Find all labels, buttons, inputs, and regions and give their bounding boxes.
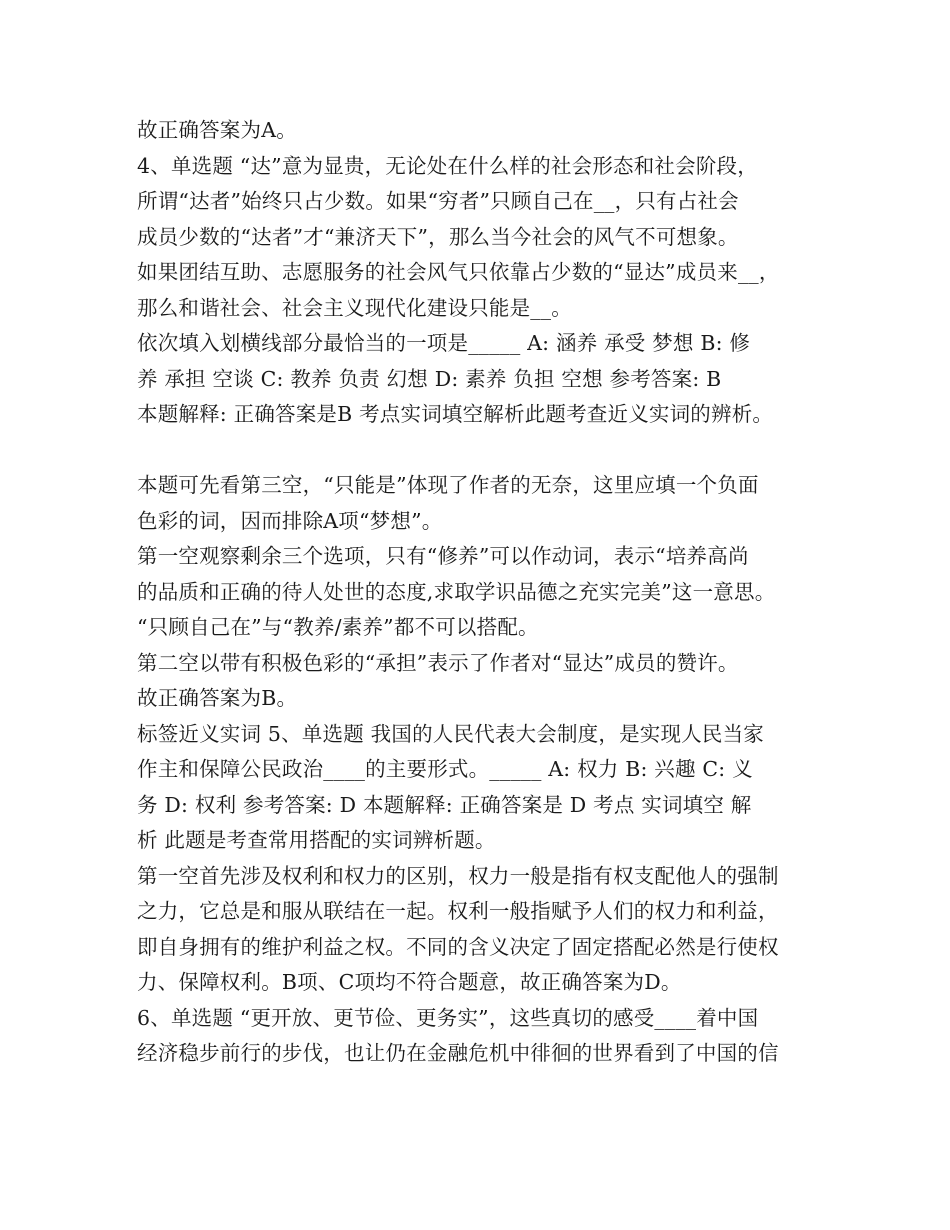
text-line: 第一空观察剩余三个选项，只有“修养”可以作动词，表示“培养高尚 (137, 544, 749, 568)
text-line: 本题解释: 正确答案是B 考点实词填空解析此题考查近义实词的辨析。 (137, 402, 774, 426)
text-line: 依次填入划横线部分最恰当的一项是_____ A: 涵养 承受 梦想 B: 修 (137, 331, 751, 355)
text-line: 成员少数的“达者”才“兼济天下”，那么当今社会的风气不可想象。 (137, 224, 739, 249)
text-line: 的品质和正确的待人处世的态度,求取学识品德之充实完美”这一意思。 (137, 579, 776, 604)
text-line: 第二空以带有积极色彩的“承担”表示了作者对“显达”成员的赞许。 (137, 650, 739, 675)
text-line: 如果团结互助、志愿服务的社会风气只依靠占少数的“显达”成员来__， (137, 260, 780, 284)
text-line: “只顾自己在”与“教养/素养”都不可以搭配。 (137, 615, 539, 639)
text-line: 之力，它总是和服从联结在一起。权利一般指赋予人们的权力和利益， (137, 899, 779, 923)
text-line: 色彩的词，因而排除A项“梦想”。 (137, 508, 443, 533)
blank-line (137, 433, 837, 469)
text-line: 养 承担 空谈 C: 教养 负责 幻想 D: 素养 负担 空想 参考答案: B (137, 366, 722, 391)
text-line: 标签近义实词 5、单选题 我国的人民代表大会制度，是实现人民当家 (137, 721, 764, 746)
text-line: 6、单选题 “更开放、更节俭、更务实”，这些真切的感受____着中国 (137, 1005, 759, 1030)
text-line: 故正确答案为A。 (137, 118, 297, 142)
text-line: 本题可先看第三空，“只能是”体现了作者的无奈，这里应填一个负面 (137, 473, 759, 497)
text-line: 4、单选题 “达”意为显贵，无论处在什么样的社会形态和社会阶段， (137, 153, 758, 178)
text-line: 作主和保障公民政治____的主要形式。_____ A: 权力 B: 兴趣 C: 义 (137, 757, 753, 781)
text-line: 即自身拥有的维护利益之权。不同的含义决定了固定搭配必然是行使权 (137, 934, 779, 959)
text-line: 所谓“达者”始终只占少数。如果“穷者”只顾自己在__，只有占社会 (137, 189, 739, 213)
text-line: 力、保障权利。B项、C项均不符合题意，故正确答案为D。 (137, 970, 682, 994)
text-line: 那么和谐社会、社会主义现代化建设只能是__。 (137, 295, 572, 320)
text-line: 经济稳步前行的步伐，也让仍在金融危机中徘徊的世界看到了中国的信 (137, 1041, 779, 1065)
document-body (137, 113, 837, 1072)
text-line: 第一空首先涉及权利和权力的区别，权力一般是指有权支配他人的强制 (137, 863, 779, 888)
text-line: 务 D: 权利 参考答案: D 本题解释: 正确答案是 D 考点 实词填空 解 (137, 792, 752, 817)
text-line: 析 此题是考查常用搭配的实词辨析题。 (137, 828, 496, 852)
text-line: 故正确答案为B。 (137, 686, 298, 710)
